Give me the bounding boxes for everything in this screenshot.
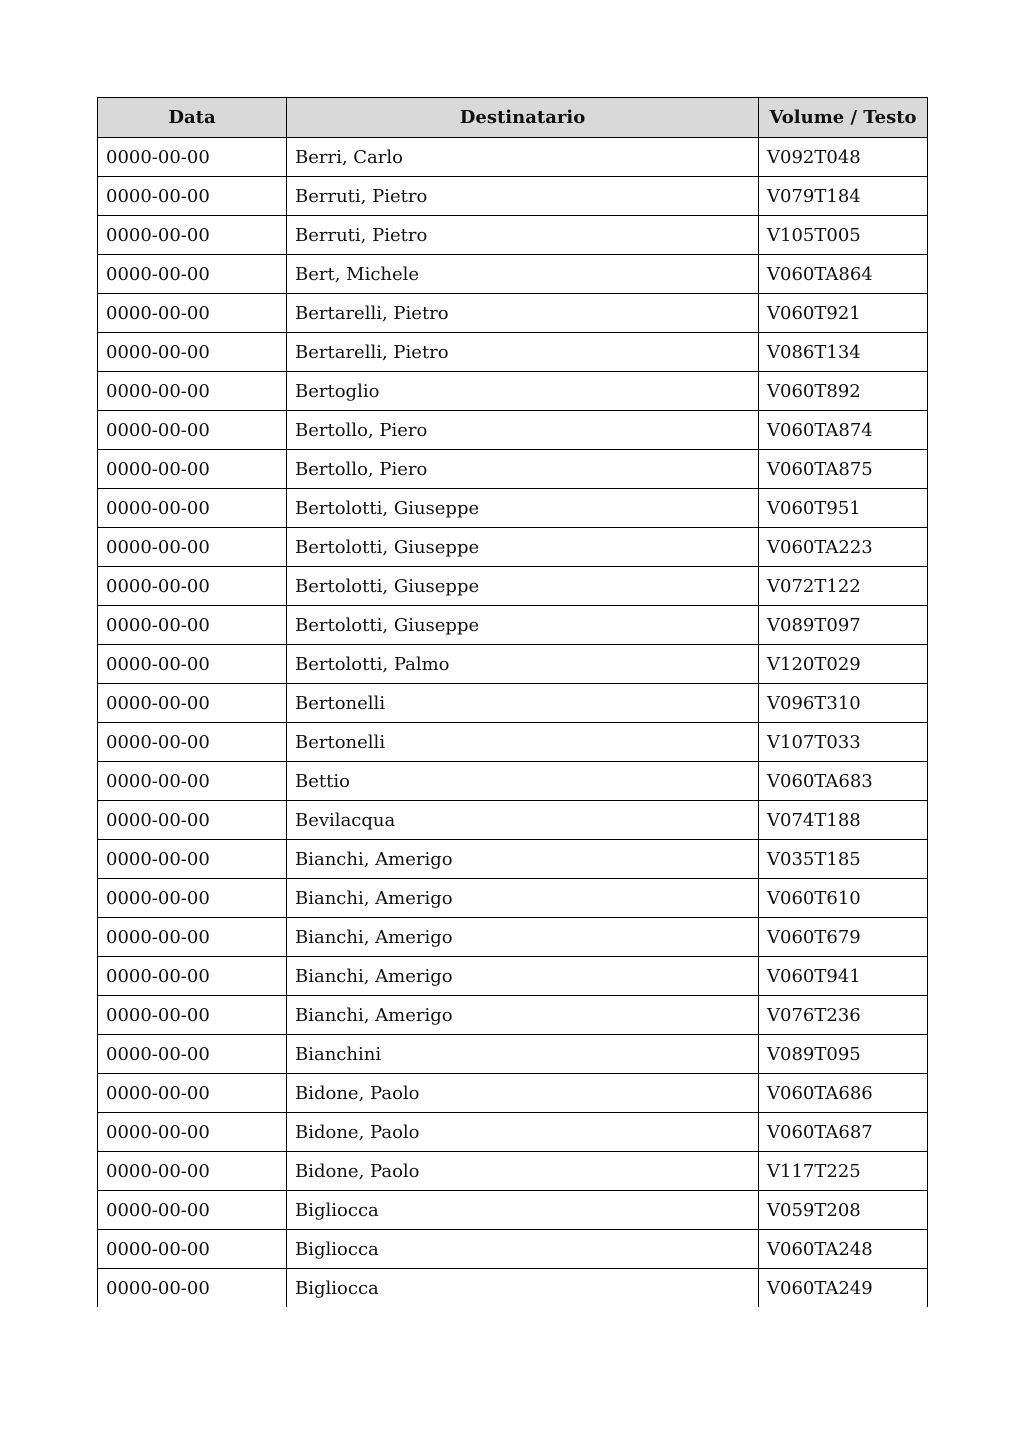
cell-destinatario: Bianchi, Amerigo bbox=[287, 840, 759, 879]
cell-destinatario: Bertolotti, Giuseppe bbox=[287, 489, 759, 528]
cell-volume: V060TA686 bbox=[759, 1074, 928, 1113]
cell-destinatario: Bidone, Paolo bbox=[287, 1113, 759, 1152]
cell-destinatario: Bettio bbox=[287, 762, 759, 801]
cell-volume: V105T005 bbox=[759, 216, 928, 255]
table-row bbox=[98, 333, 928, 372]
cell-destinatario: Berruti, Pietro bbox=[287, 216, 759, 255]
table-row bbox=[98, 372, 928, 411]
cell-volume: V060TA249 bbox=[759, 1269, 928, 1308]
table-row bbox=[98, 1269, 928, 1308]
cell-destinatario: Bertolotti, Giuseppe bbox=[287, 528, 759, 567]
cell-data: 0000-00-00 bbox=[98, 294, 287, 333]
cell-volume: V117T225 bbox=[759, 1152, 928, 1191]
cell-volume: V096T310 bbox=[759, 684, 928, 723]
table-row bbox=[98, 450, 928, 489]
column-header-data: Data bbox=[98, 98, 287, 138]
cell-destinatario: Bidone, Paolo bbox=[287, 1152, 759, 1191]
table-row bbox=[98, 762, 928, 801]
cell-destinatario: Bertarelli, Pietro bbox=[287, 294, 759, 333]
cell-data: 0000-00-00 bbox=[98, 216, 287, 255]
cell-destinatario: Bertolotti, Giuseppe bbox=[287, 567, 759, 606]
cell-destinatario: Bianchini bbox=[287, 1035, 759, 1074]
cell-data: 0000-00-00 bbox=[98, 918, 287, 957]
cell-volume: V120T029 bbox=[759, 645, 928, 684]
table-header bbox=[98, 98, 928, 138]
cell-data: 0000-00-00 bbox=[98, 957, 287, 996]
header-row bbox=[98, 98, 928, 138]
cell-data: 0000-00-00 bbox=[98, 1074, 287, 1113]
table-row bbox=[98, 840, 928, 879]
table-row bbox=[98, 879, 928, 918]
cell-data: 0000-00-00 bbox=[98, 879, 287, 918]
table-row bbox=[98, 138, 928, 177]
cell-volume: V035T185 bbox=[759, 840, 928, 879]
cell-destinatario: Bigliocca bbox=[287, 1191, 759, 1230]
cell-volume: V060TA248 bbox=[759, 1230, 928, 1269]
cell-destinatario: Bevilacqua bbox=[287, 801, 759, 840]
cell-data: 0000-00-00 bbox=[98, 372, 287, 411]
cell-volume: V076T236 bbox=[759, 996, 928, 1035]
table-row bbox=[98, 567, 928, 606]
cell-data: 0000-00-00 bbox=[98, 255, 287, 294]
cell-volume: V060T892 bbox=[759, 372, 928, 411]
cell-data: 0000-00-00 bbox=[98, 723, 287, 762]
cell-destinatario: Bianchi, Amerigo bbox=[287, 996, 759, 1035]
cell-destinatario: Bertarelli, Pietro bbox=[287, 333, 759, 372]
cell-data: 0000-00-00 bbox=[98, 333, 287, 372]
cell-destinatario: Bertollo, Piero bbox=[287, 450, 759, 489]
table-row bbox=[98, 645, 928, 684]
table-row bbox=[98, 1152, 928, 1191]
cell-data: 0000-00-00 bbox=[98, 450, 287, 489]
cell-destinatario: Bertollo, Piero bbox=[287, 411, 759, 450]
table-row bbox=[98, 957, 928, 996]
table-row bbox=[98, 411, 928, 450]
cell-destinatario: Bigliocca bbox=[287, 1269, 759, 1308]
table-row bbox=[98, 489, 928, 528]
cell-destinatario: Bertonelli bbox=[287, 684, 759, 723]
cell-volume: V092T048 bbox=[759, 138, 928, 177]
cell-data: 0000-00-00 bbox=[98, 996, 287, 1035]
cell-data: 0000-00-00 bbox=[98, 1152, 287, 1191]
cell-volume: V059T208 bbox=[759, 1191, 928, 1230]
cell-data: 0000-00-00 bbox=[98, 606, 287, 645]
cell-destinatario: Berruti, Pietro bbox=[287, 177, 759, 216]
cell-volume: V060TA223 bbox=[759, 528, 928, 567]
cell-destinatario: Bianchi, Amerigo bbox=[287, 957, 759, 996]
table-row bbox=[98, 177, 928, 216]
cell-volume: V060T951 bbox=[759, 489, 928, 528]
table-row bbox=[98, 255, 928, 294]
cell-destinatario: Bertoglio bbox=[287, 372, 759, 411]
cell-destinatario: Bidone, Paolo bbox=[287, 1074, 759, 1113]
cell-volume: V060TA687 bbox=[759, 1113, 928, 1152]
cell-data: 0000-00-00 bbox=[98, 1230, 287, 1269]
cell-destinatario: Bianchi, Amerigo bbox=[287, 918, 759, 957]
cell-volume: V060T679 bbox=[759, 918, 928, 957]
cell-destinatario: Bertonelli bbox=[287, 723, 759, 762]
cell-data: 0000-00-00 bbox=[98, 645, 287, 684]
cell-volume: V074T188 bbox=[759, 801, 928, 840]
cell-data: 0000-00-00 bbox=[98, 1035, 287, 1074]
table-row bbox=[98, 216, 928, 255]
cell-destinatario: Berri, Carlo bbox=[287, 138, 759, 177]
cell-data: 0000-00-00 bbox=[98, 684, 287, 723]
cell-destinatario: Bianchi, Amerigo bbox=[287, 879, 759, 918]
table-row bbox=[98, 723, 928, 762]
table-body bbox=[98, 138, 928, 1308]
table-row bbox=[98, 606, 928, 645]
cell-data: 0000-00-00 bbox=[98, 762, 287, 801]
cell-data: 0000-00-00 bbox=[98, 840, 287, 879]
cell-volume: V089T095 bbox=[759, 1035, 928, 1074]
cell-data: 0000-00-00 bbox=[98, 177, 287, 216]
cell-volume: V060TA875 bbox=[759, 450, 928, 489]
cell-volume: V089T097 bbox=[759, 606, 928, 645]
cell-data: 0000-00-00 bbox=[98, 411, 287, 450]
cell-data: 0000-00-00 bbox=[98, 567, 287, 606]
cell-data: 0000-00-00 bbox=[98, 1191, 287, 1230]
cell-volume: V060TA683 bbox=[759, 762, 928, 801]
table-row bbox=[98, 801, 928, 840]
table-row bbox=[98, 294, 928, 333]
table-row bbox=[98, 1074, 928, 1113]
cell-data: 0000-00-00 bbox=[98, 138, 287, 177]
cell-data: 0000-00-00 bbox=[98, 1113, 287, 1152]
letters-table bbox=[97, 97, 928, 1307]
cell-destinatario: Bertolotti, Palmo bbox=[287, 645, 759, 684]
table-row bbox=[98, 996, 928, 1035]
cell-data: 0000-00-00 bbox=[98, 801, 287, 840]
cell-data: 0000-00-00 bbox=[98, 489, 287, 528]
cell-volume: V086T134 bbox=[759, 333, 928, 372]
cell-volume: V060TA874 bbox=[759, 411, 928, 450]
cell-volume: V060T610 bbox=[759, 879, 928, 918]
cell-volume: V060T941 bbox=[759, 957, 928, 996]
table-row bbox=[98, 684, 928, 723]
cell-volume: V072T122 bbox=[759, 567, 928, 606]
cell-volume: V060TA864 bbox=[759, 255, 928, 294]
cell-destinatario: Bert, Michele bbox=[287, 255, 759, 294]
column-header-volume: Volume / Testo bbox=[759, 98, 928, 138]
cell-data: 0000-00-00 bbox=[98, 528, 287, 567]
table-row bbox=[98, 1035, 928, 1074]
column-header-destinatario: Destinatario bbox=[287, 98, 759, 138]
table-row bbox=[98, 528, 928, 567]
cell-data: 0000-00-00 bbox=[98, 1269, 287, 1308]
table-row bbox=[98, 1191, 928, 1230]
cell-volume: V107T033 bbox=[759, 723, 928, 762]
table-row bbox=[98, 1230, 928, 1269]
cell-volume: V060T921 bbox=[759, 294, 928, 333]
cell-destinatario: Bigliocca bbox=[287, 1230, 759, 1269]
table-row bbox=[98, 918, 928, 957]
cell-destinatario: Bertolotti, Giuseppe bbox=[287, 606, 759, 645]
cell-volume: V079T184 bbox=[759, 177, 928, 216]
table-row bbox=[98, 1113, 928, 1152]
